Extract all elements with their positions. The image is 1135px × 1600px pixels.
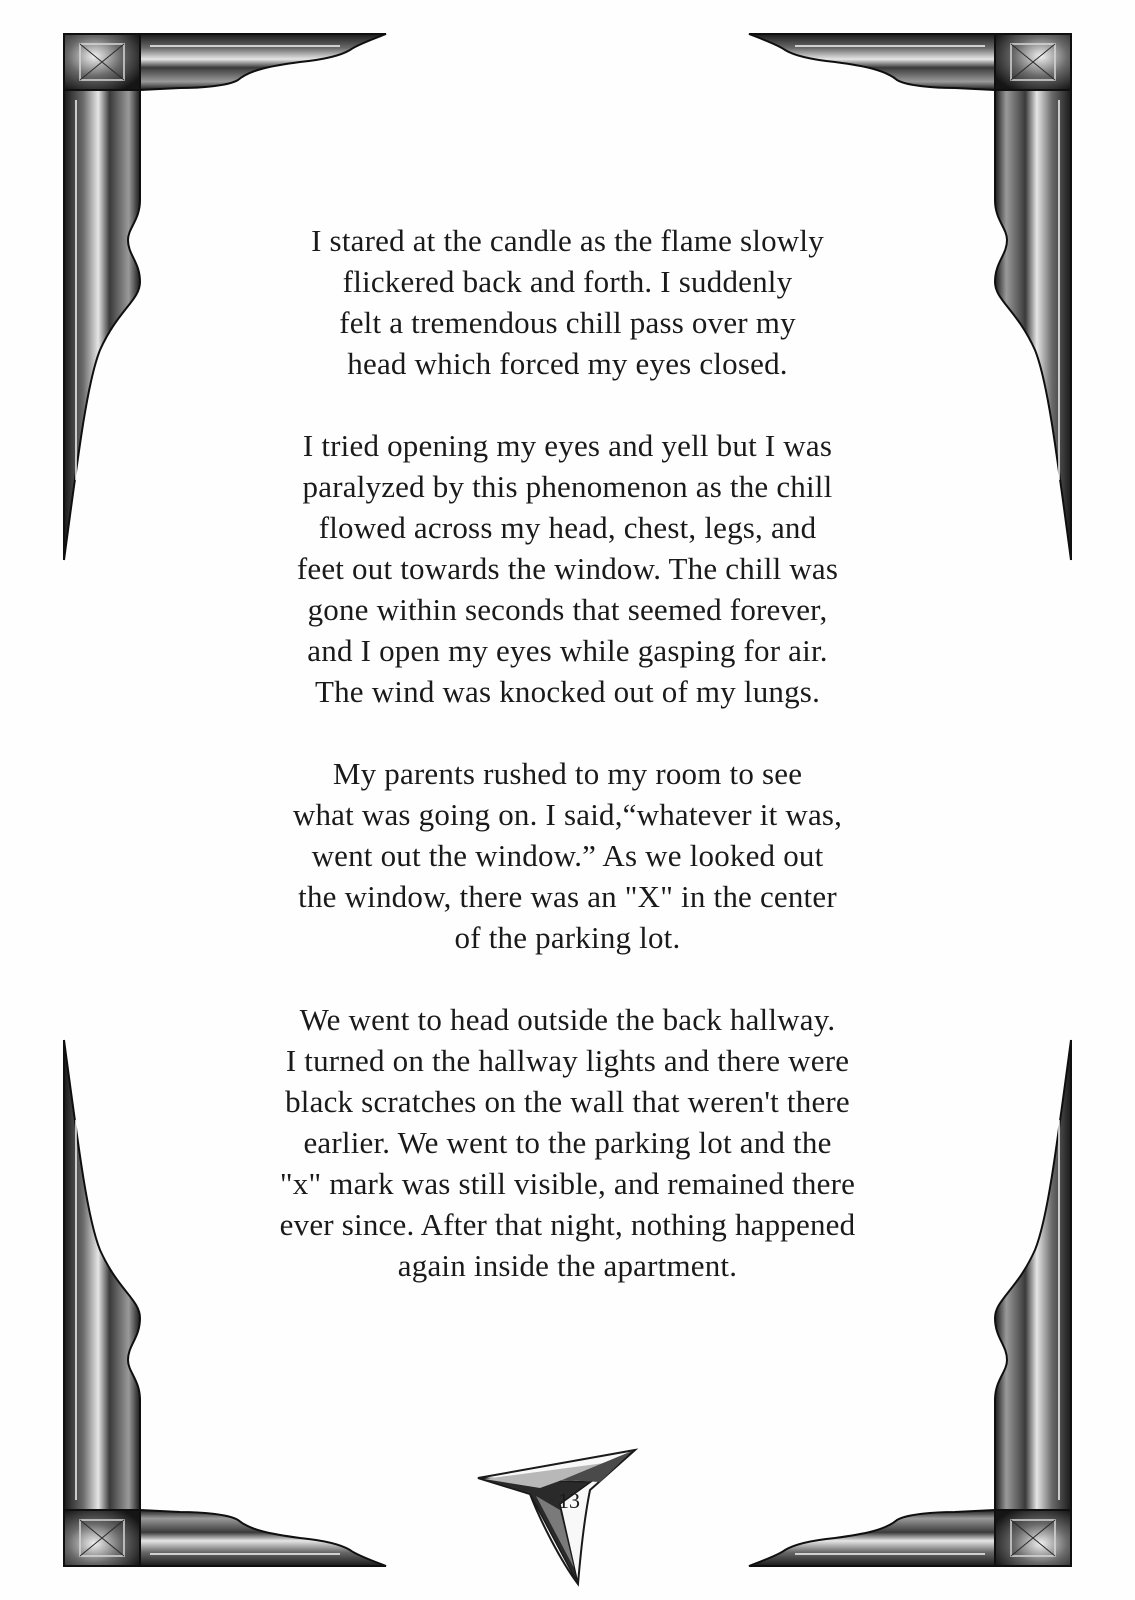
story-line: gone within seconds that seemed forever, (307, 592, 828, 627)
story-line: flickered back and forth. I suddenly (342, 264, 793, 299)
story-line: the window, there was an "X" in the center (298, 879, 837, 914)
story-line: black scratches on the wall that weren't there (285, 1084, 850, 1119)
story-paragraph-4 (200, 999, 935, 1286)
story-line: earlier. We went to the parking lot and the (303, 1125, 832, 1160)
story-line: I turned on the hallway lights and there were (285, 1043, 850, 1078)
story-line: and I open my eyes while gasping for air. (307, 633, 828, 668)
story-line: paralyzed by this phenomenon as the chill (302, 469, 833, 504)
story-line: I stared at the candle as the flame slowly (311, 223, 824, 258)
story-line: again inside the apartment. (397, 1248, 738, 1283)
story-line: felt a tremendous chill pass over my (339, 305, 796, 340)
story-line: ever since. After that night, nothing happened (279, 1207, 856, 1242)
story-line: I tried opening my eyes and yell but I was (302, 428, 833, 463)
page-number: 13 (558, 1488, 580, 1513)
story-line: feet out towards the window. The chill was (296, 551, 839, 586)
story-line: We went to head outside the back hallway. (299, 1002, 836, 1037)
triangle-emblem-icon (478, 1450, 635, 1584)
story-line: flowed across my head, chest, legs, and (318, 510, 817, 545)
story-line: went out the window.” As we looked out (311, 838, 824, 873)
story-line: head which forced my eyes closed. (347, 346, 788, 381)
story-line: of the parking lot. (454, 920, 681, 955)
story-line: The wind was knocked out of my lungs. (314, 674, 821, 709)
story-paragraph-2 (200, 425, 935, 712)
story-line: what was going on. I said,“whatever it was, (292, 797, 843, 832)
story-paragraph-3 (200, 753, 935, 958)
story-line: My parents rushed to my room to see (332, 756, 803, 791)
story-paragraph-1 (200, 220, 935, 384)
story-line: "x" mark was still visible, and remained there (279, 1166, 856, 1201)
story-text (200, 220, 935, 1327)
